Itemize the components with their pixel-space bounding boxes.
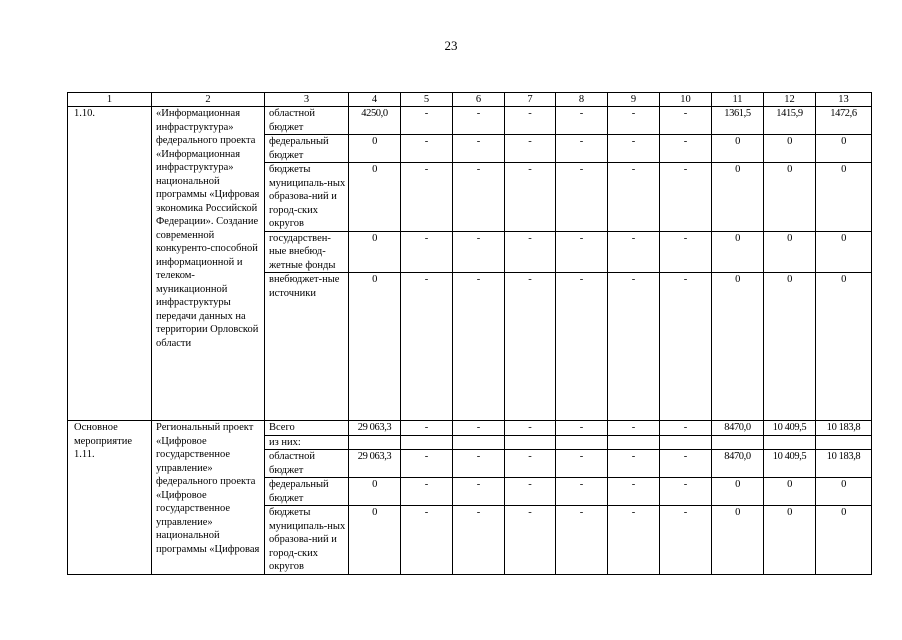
- empty-cell: [608, 435, 660, 450]
- dash-cell: -: [660, 107, 712, 135]
- value-cell: 0: [349, 506, 401, 575]
- dash-cell: -: [608, 135, 660, 163]
- dash-cell: -: [401, 135, 453, 163]
- dash-cell: -: [401, 107, 453, 135]
- col-header: 8: [556, 93, 608, 107]
- value-cell: 1361,5: [712, 107, 764, 135]
- dash-cell: -: [505, 107, 556, 135]
- dash-cell: -: [660, 506, 712, 575]
- dash-cell: -: [505, 506, 556, 575]
- empty-cell: [505, 435, 556, 450]
- dash-cell: -: [608, 231, 660, 273]
- funding-source: федеральный бюджет: [265, 135, 349, 163]
- funding-source: бюджеты муниципаль-ных образова-ний и город-ских округов: [265, 163, 349, 232]
- dash-cell: -: [453, 163, 505, 232]
- value-cell: 10 183,8: [816, 421, 872, 436]
- funding-source: областной бюджет: [265, 107, 349, 135]
- value-cell: 8470,0: [712, 421, 764, 436]
- empty-cell: [453, 435, 505, 450]
- value-cell: 0: [349, 273, 401, 421]
- activity-name: Региональный проект «Цифровое государственное управление» федерального проекта «Цифровое государственное управление» национальной программы «Цифровая: [152, 421, 265, 575]
- dash-cell: -: [401, 231, 453, 273]
- value-cell: 0: [764, 231, 816, 273]
- empty-cell: [349, 435, 401, 450]
- col-header: 4: [349, 93, 401, 107]
- dash-cell: -: [505, 450, 556, 478]
- value-cell: 0: [764, 273, 816, 421]
- col-header: 3: [265, 93, 349, 107]
- value-cell: 0: [349, 135, 401, 163]
- dash-cell: -: [401, 163, 453, 232]
- dash-cell: -: [505, 421, 556, 436]
- value-cell: 0: [816, 506, 872, 575]
- dash-cell: -: [453, 273, 505, 421]
- col-header: 13: [816, 93, 872, 107]
- dash-cell: -: [401, 273, 453, 421]
- empty-cell: [401, 435, 453, 450]
- activity-code: Основное мероприятие 1.11.: [68, 421, 152, 575]
- dash-cell: -: [608, 450, 660, 478]
- activity-name: «Информационная инфраструктура» федерального проекта «Информационная инфраструктура» национальной программы «Цифровая экономика Российской Федерации». Создание современной конкуренто-способной информационной и телеком-муникационной инфраструктуры передачи данных на территории Орловской области: [152, 107, 265, 421]
- dash-cell: -: [556, 421, 608, 436]
- dash-cell: -: [505, 163, 556, 232]
- empty-cell: [712, 435, 764, 450]
- dash-cell: -: [505, 231, 556, 273]
- value-cell: 4250,0: [349, 107, 401, 135]
- dash-cell: -: [660, 231, 712, 273]
- dash-cell: -: [660, 135, 712, 163]
- dash-cell: -: [608, 506, 660, 575]
- dash-cell: -: [505, 273, 556, 421]
- funding-source: Всего: [265, 421, 349, 436]
- col-header: 11: [712, 93, 764, 107]
- value-cell: 10 409,5: [764, 450, 816, 478]
- dash-cell: -: [556, 107, 608, 135]
- col-header: 12: [764, 93, 816, 107]
- dash-cell: -: [556, 506, 608, 575]
- empty-cell: [660, 435, 712, 450]
- budget-table: [67, 92, 872, 575]
- dash-cell: -: [401, 450, 453, 478]
- dash-cell: -: [505, 478, 556, 506]
- dash-cell: -: [556, 450, 608, 478]
- value-cell: 0: [712, 163, 764, 232]
- value-cell: 10 183,8: [816, 450, 872, 478]
- dash-cell: -: [556, 163, 608, 232]
- dash-cell: -: [453, 231, 505, 273]
- dash-cell: -: [660, 163, 712, 232]
- col-header: 5: [401, 93, 453, 107]
- activity-code: 1.10.: [68, 107, 152, 421]
- column-number-row: [68, 93, 872, 107]
- dash-cell: -: [660, 478, 712, 506]
- col-header: 1: [68, 93, 152, 107]
- dash-cell: -: [453, 506, 505, 575]
- dash-cell: -: [505, 135, 556, 163]
- dash-cell: -: [556, 273, 608, 421]
- col-header: 10: [660, 93, 712, 107]
- funding-source: государствен-ные внебюд-жетные фонды: [265, 231, 349, 273]
- value-cell: 0: [712, 135, 764, 163]
- funding-source: бюджеты муниципаль-ных образова-ний и город-ских округов: [265, 506, 349, 575]
- dash-cell: -: [660, 450, 712, 478]
- dash-cell: -: [660, 273, 712, 421]
- value-cell: 0: [764, 506, 816, 575]
- value-cell: 1472,6: [816, 107, 872, 135]
- dash-cell: -: [608, 163, 660, 232]
- value-cell: 0: [816, 273, 872, 421]
- dash-cell: -: [401, 478, 453, 506]
- dash-cell: -: [608, 273, 660, 421]
- dash-cell: -: [556, 135, 608, 163]
- value-cell: 8470,0: [712, 450, 764, 478]
- dash-cell: -: [556, 231, 608, 273]
- table-row: [68, 107, 872, 135]
- value-cell: 0: [816, 135, 872, 163]
- value-cell: 0: [712, 231, 764, 273]
- empty-cell: [556, 435, 608, 450]
- value-cell: 0: [764, 135, 816, 163]
- value-cell: 29 063,3: [349, 421, 401, 436]
- value-cell: 0: [816, 478, 872, 506]
- value-cell: 10 409,5: [764, 421, 816, 436]
- table-row: [68, 421, 872, 436]
- dash-cell: -: [401, 421, 453, 436]
- dash-cell: -: [608, 478, 660, 506]
- col-header: 7: [505, 93, 556, 107]
- col-header: 2: [152, 93, 265, 107]
- dash-cell: -: [608, 421, 660, 436]
- dash-cell: -: [453, 478, 505, 506]
- page-number: 23: [444, 38, 458, 53]
- dash-cell: -: [453, 421, 505, 436]
- value-cell: 0: [349, 163, 401, 232]
- funding-source: из них:: [265, 435, 349, 450]
- dash-cell: -: [453, 450, 505, 478]
- dash-cell: -: [453, 107, 505, 135]
- value-cell: 0: [712, 478, 764, 506]
- dash-cell: -: [556, 478, 608, 506]
- col-header: 6: [453, 93, 505, 107]
- dash-cell: -: [608, 107, 660, 135]
- empty-cell: [764, 435, 816, 450]
- empty-cell: [816, 435, 872, 450]
- value-cell: 29 063,3: [349, 450, 401, 478]
- funding-source: областной бюджет: [265, 450, 349, 478]
- funding-source: внебюджет-ные источники: [265, 273, 349, 421]
- value-cell: 0: [712, 506, 764, 575]
- value-cell: 1415,9: [764, 107, 816, 135]
- col-header: 9: [608, 93, 660, 107]
- value-cell: 0: [349, 231, 401, 273]
- value-cell: 0: [712, 273, 764, 421]
- funding-source: федеральный бюджет: [265, 478, 349, 506]
- dash-cell: -: [660, 421, 712, 436]
- value-cell: 0: [816, 163, 872, 232]
- value-cell: 0: [764, 478, 816, 506]
- dash-cell: -: [401, 506, 453, 575]
- value-cell: 0: [349, 478, 401, 506]
- value-cell: 0: [816, 231, 872, 273]
- dash-cell: -: [453, 135, 505, 163]
- value-cell: 0: [764, 163, 816, 232]
